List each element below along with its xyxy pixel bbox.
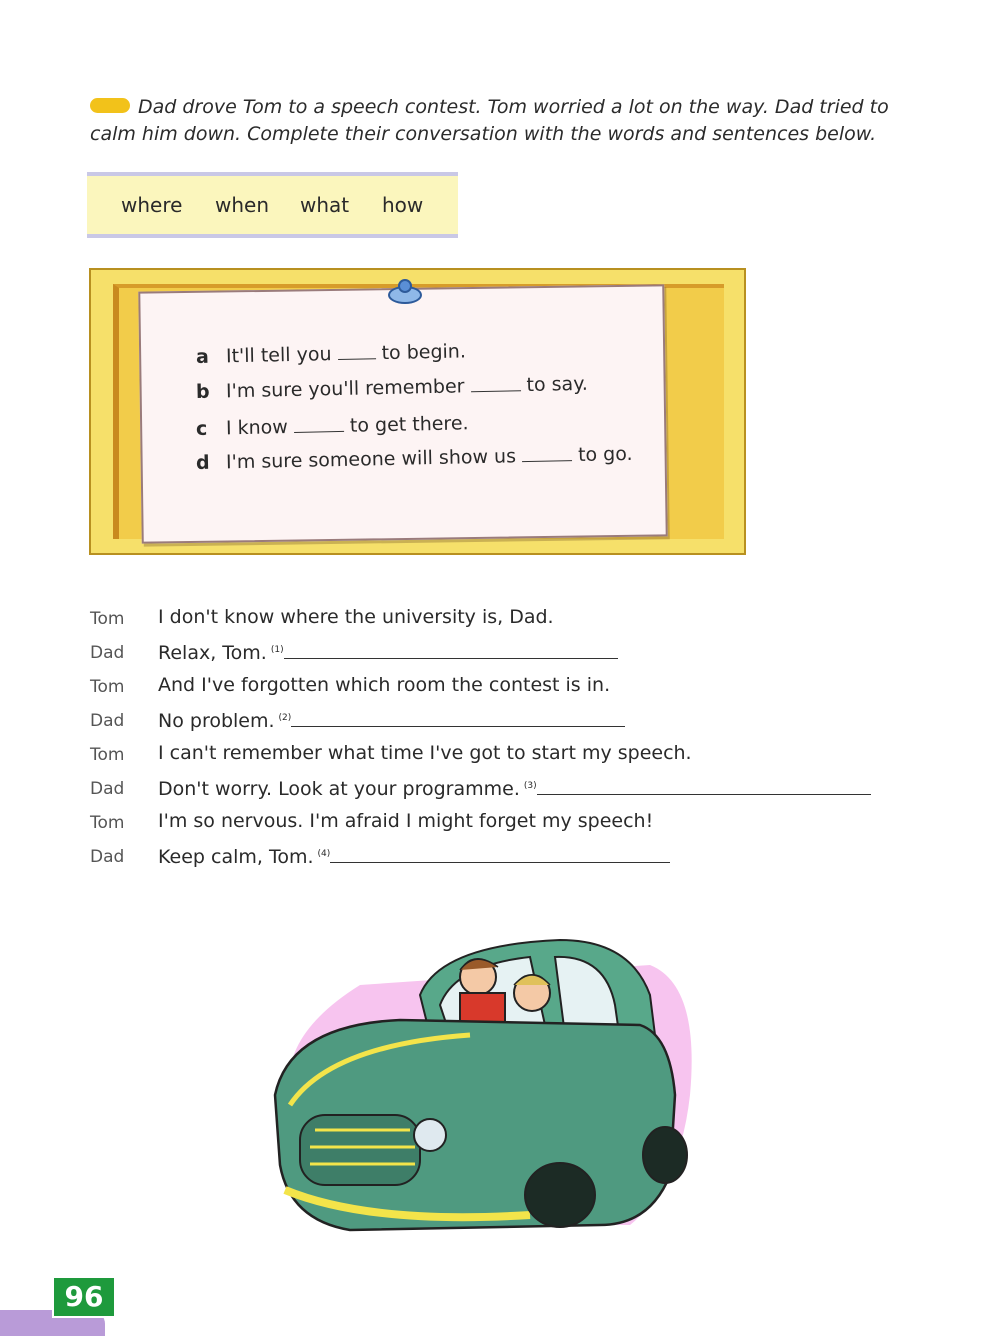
page-number: 96 (52, 1276, 116, 1318)
speech-with-blank (158, 844, 670, 868)
answer-line-2[interactable] (291, 708, 625, 727)
speech-with-blank (158, 776, 871, 800)
car-drawing (270, 925, 700, 1255)
speech-with-blank (158, 708, 625, 732)
speech-text: Keep calm, Tom. (158, 846, 314, 868)
option-text-after: to say. (526, 372, 589, 397)
exercise-tag-icon (90, 98, 130, 113)
option-letter: d (195, 451, 210, 474)
option-text-after: to begin. (381, 340, 467, 365)
option-letter: a (195, 345, 210, 368)
word-how: how (382, 193, 424, 217)
option-text-before: I'm sure someone will show us (225, 445, 517, 474)
word-bank (87, 172, 458, 238)
exercise-instruction (90, 94, 930, 148)
option-blank[interactable] (470, 374, 520, 392)
speaker-label: Tom (90, 677, 125, 697)
word-where: where (121, 193, 183, 217)
speech-text: And I've forgotten which room the contest is in. (158, 674, 611, 696)
option-text-after: to go. (577, 442, 633, 466)
front-wheel (525, 1163, 595, 1227)
option-blank[interactable] (294, 415, 344, 433)
blank-number: (2) (278, 712, 292, 723)
rear-wheel (643, 1127, 687, 1183)
option-text-after: to get there. (349, 412, 469, 437)
answer-line-1[interactable] (284, 640, 618, 659)
speaker-label: Tom (90, 745, 125, 765)
speaker-label: Dad (90, 643, 125, 663)
blank-number: (1) (270, 644, 284, 655)
speech-text: Relax, Tom. (158, 642, 267, 664)
speech-text: I'm so nervous. I'm afraid I might forget my speech! (158, 810, 654, 832)
word-when: when (215, 193, 270, 217)
option-text-before: It'll tell you (225, 343, 332, 368)
car-illustration (270, 925, 700, 1255)
speech-text: I can't remember what time I've got to start my speech. (158, 742, 692, 764)
headlight (414, 1119, 446, 1151)
speech-text: I don't know where the university is, Dad. (158, 606, 554, 628)
speaker-label: Dad (90, 779, 125, 799)
pushpin-top (398, 279, 412, 293)
speaker-label: Tom (90, 813, 125, 833)
option-blank[interactable] (522, 444, 572, 462)
answer-line-4[interactable] (330, 844, 670, 863)
word-what: what (300, 193, 350, 217)
speech-text: Don't worry. Look at your programme. (158, 778, 520, 800)
option-text-before: I'm sure you'll remember (225, 375, 465, 403)
option-text-before: I know (225, 416, 289, 440)
speech-text: No problem. (158, 710, 275, 732)
speaker-label: Dad (90, 711, 125, 731)
blank-number: (3) (523, 780, 537, 791)
blank-number: (4) (317, 848, 331, 859)
speaker-label: Dad (90, 847, 125, 867)
option-letter: b (195, 380, 210, 403)
option-letter: c (195, 417, 208, 440)
speech-with-blank (158, 640, 618, 664)
answer-line-3[interactable] (537, 776, 871, 795)
option-blank[interactable] (337, 342, 375, 360)
front-grille (300, 1115, 420, 1185)
instruction-text: Dad drove Tom to a speech contest. Tom worried a lot on the way. Dad tried to calm him down. Complete their conversation with the words and sentences below. (90, 96, 889, 145)
speaker-label: Tom (90, 609, 125, 629)
